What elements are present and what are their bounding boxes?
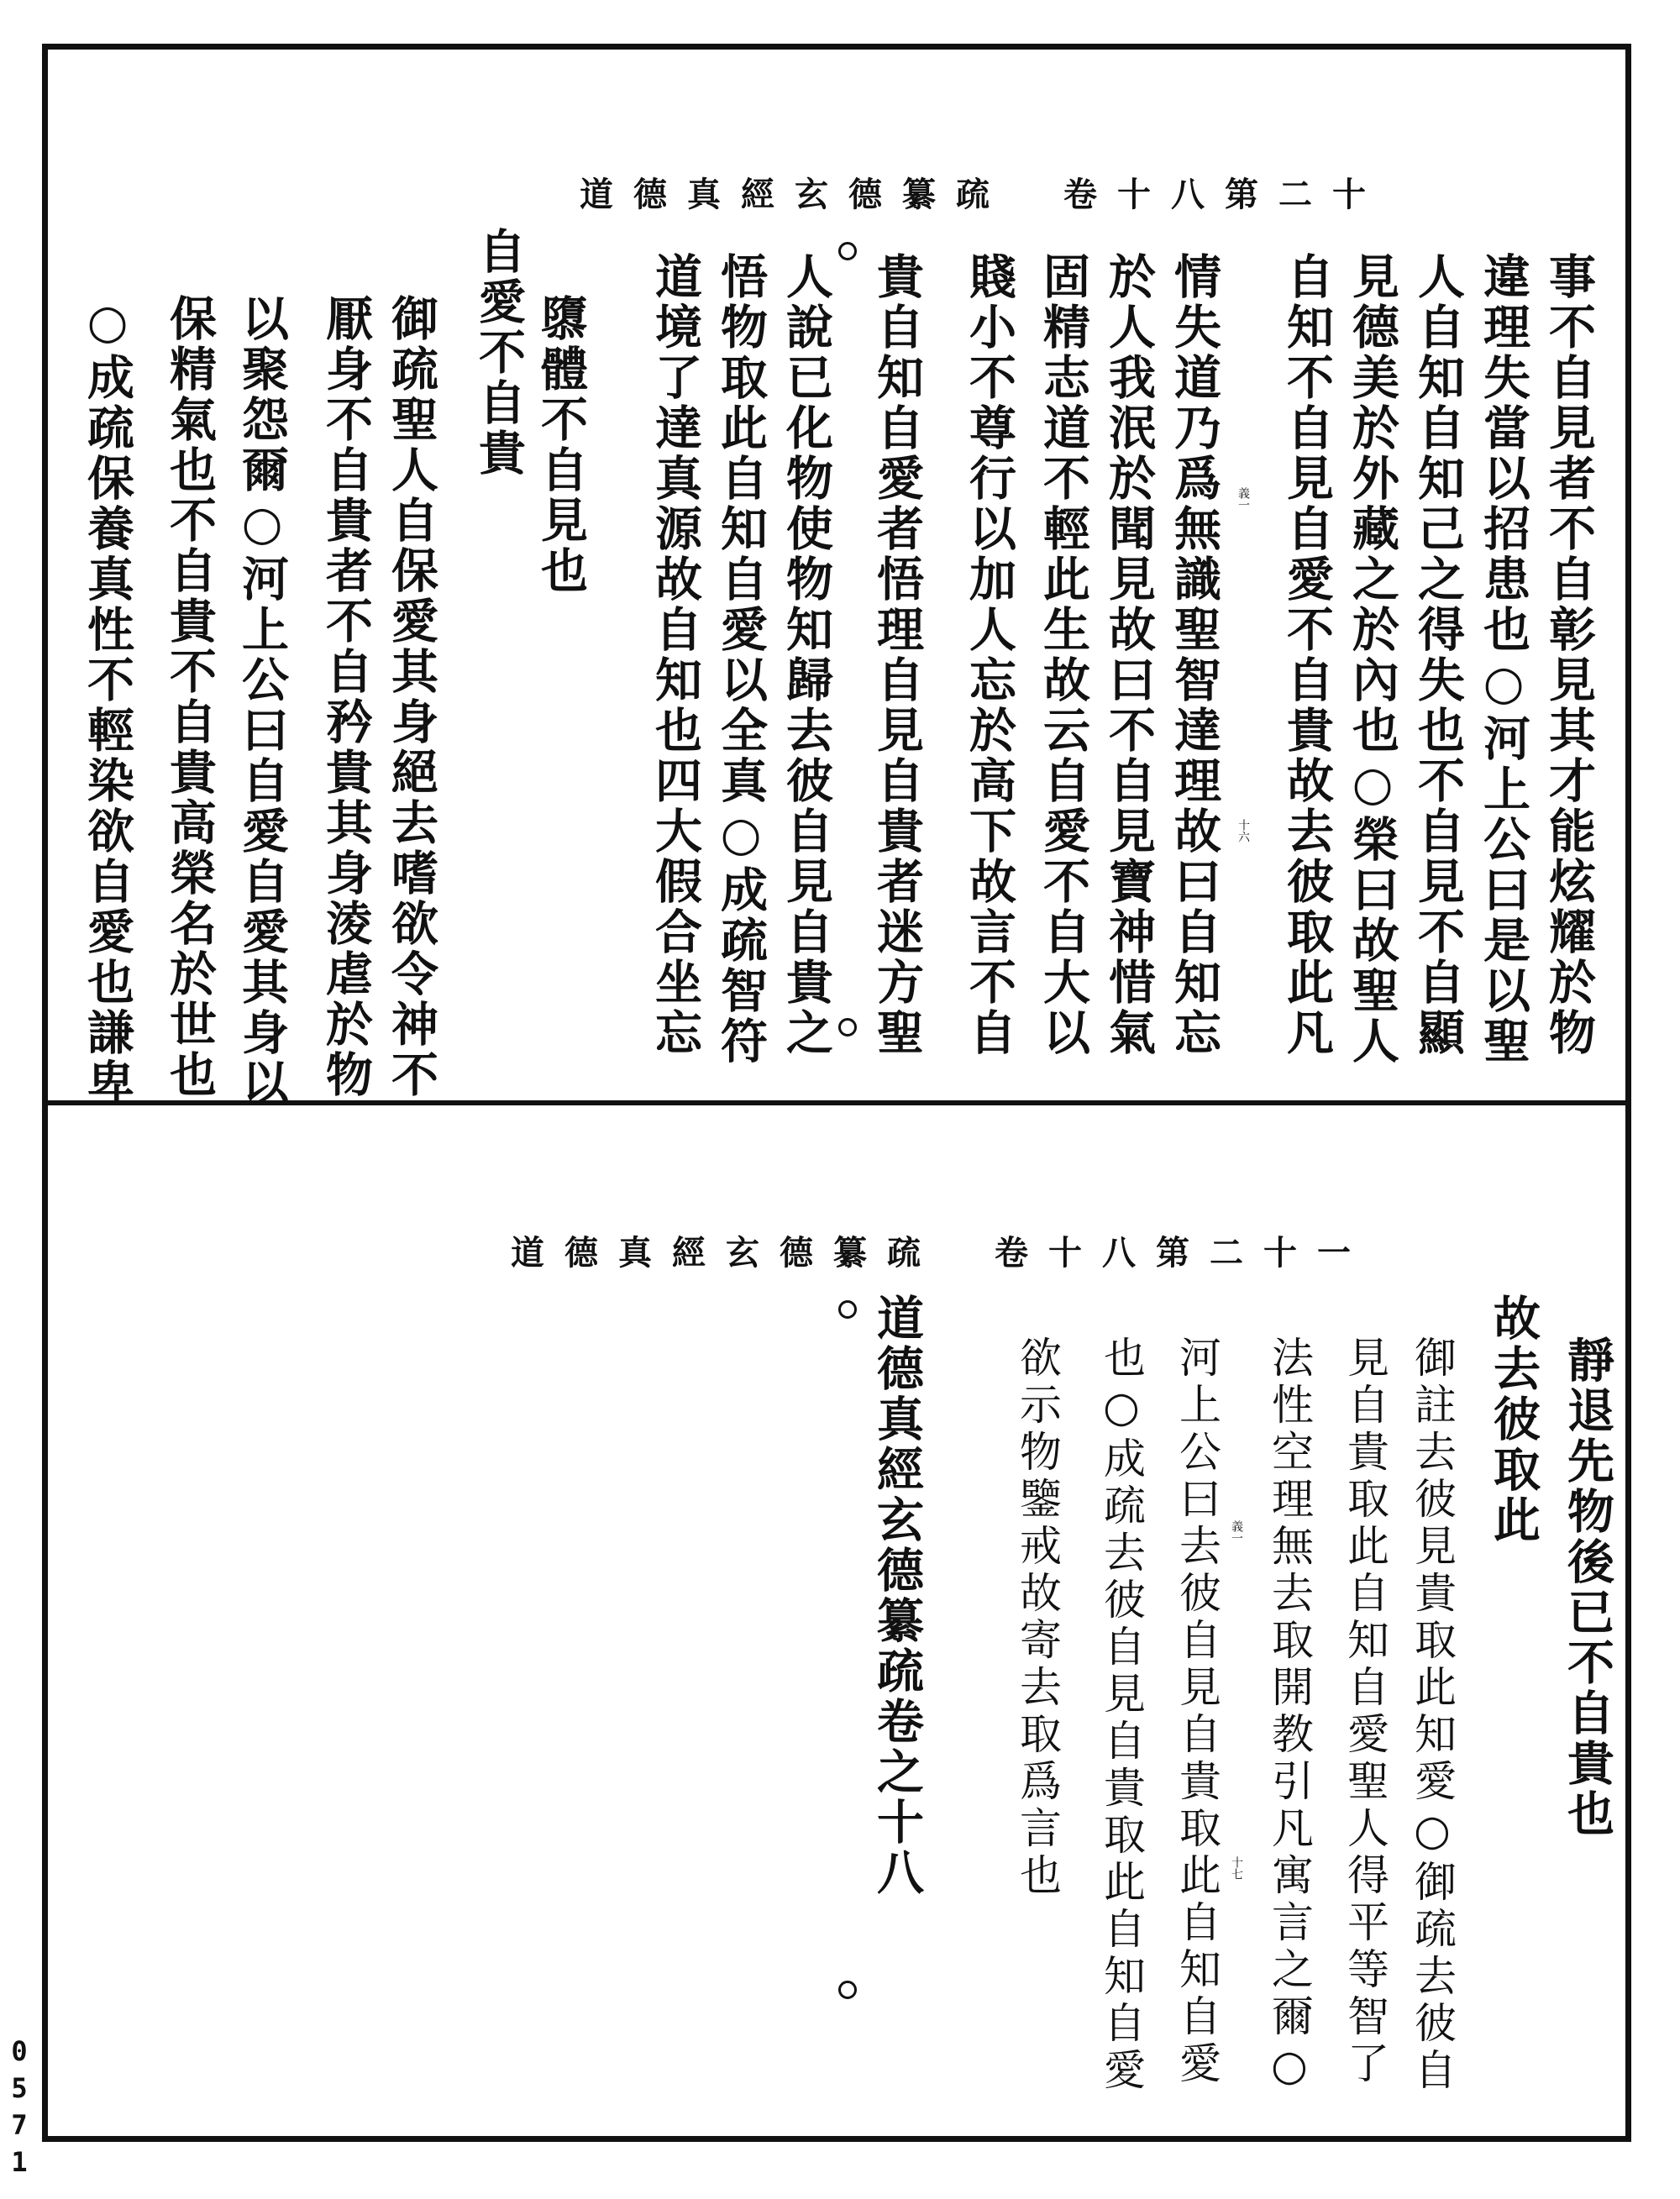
bottom-col-7: 也○成疏去彼自見自貴取此自知自愛: [1097, 1336, 1146, 2095]
top-col-2: 違理失當以招患也○河上公曰是以聖: [1476, 252, 1531, 1067]
bottom-marker-b: 十七: [1230, 1856, 1243, 1880]
top-col-9: 賤小不尊行以加人忘於高下故言不自: [962, 252, 1017, 1058]
top-col-6: 情失道乃爲無識聖智達理故曰自知忘: [1167, 252, 1222, 1058]
top-col-4: 見德美於外藏之於內也○榮曰故聖人: [1345, 252, 1400, 1067]
bottom-col-9: 道德真經玄德纂疏卷之十八: [869, 1294, 925, 1898]
top-col-15: 自愛不自貴: [471, 227, 527, 479]
top-col-19: 保精氣也不自貴不自貴高榮名於世也: [162, 294, 218, 1100]
bottom-header: 道德真經玄德纂疏 卷十八第二十一: [511, 1233, 1371, 1273]
top-col-18: 以聚怨爾○河上公曰自愛自愛其身以: [234, 294, 290, 1109]
top-col-1: 事不自見者不自彰見其才能炫耀於物: [1541, 252, 1597, 1058]
page-number-digit: 7: [11, 2109, 28, 2141]
page-number-digit: 1: [11, 2146, 28, 2178]
bottom-col-1: 靜退先物後已不自貴也: [1560, 1336, 1615, 1839]
bottom-col-4: 見自貴取此自知自愛聖人得平等智了: [1341, 1336, 1389, 2088]
page-number: [7, 2033, 32, 2181]
circle-mark: [838, 242, 857, 260]
top-col-14: 隳體不自見也: [533, 294, 589, 596]
top-col-16: 御疏聖人自保愛其身絕去嗜欲令神不: [384, 294, 439, 1100]
top-col-5: 自知不自見自愛不自貴故去彼取此凡: [1279, 252, 1335, 1058]
top-marker-a: 義一: [1236, 487, 1250, 511]
top-col-7: 於人我泯於聞見故曰不自見寶神惜氣: [1101, 252, 1157, 1058]
circle-mark: [838, 1981, 857, 1999]
bottom-marker-a: 義一: [1230, 1520, 1243, 1544]
bottom-col-8: 欲示物鑒戒故寄去取爲言也: [1013, 1336, 1062, 1900]
bottom-col-3: 御註去彼見貴取此知愛○御疏去彼自: [1408, 1336, 1457, 2095]
top-header: 道德真經玄德纂疏 卷十八第二十: [580, 175, 1386, 214]
top-col-11: 人說已化物使物知歸去彼自見自貴之: [779, 252, 834, 1058]
top-col-10: 貴自知自愛者悟理自見自貴者迷方聖: [869, 252, 925, 1058]
top-marker-b: 十六: [1236, 819, 1250, 842]
top-col-3: 人自知自知己之得失也不自見不自顯: [1410, 252, 1466, 1058]
page-number-digit: 5: [11, 2072, 28, 2104]
bottom-col-5: 法性空理無去取開教引凡寓言之爾○: [1265, 1336, 1314, 2095]
bottom-col-2: 故去彼取此: [1486, 1294, 1541, 1546]
circle-mark: [838, 1018, 857, 1037]
bottom-col-6: 河上公曰去彼自見自貴取此自知自愛: [1173, 1336, 1221, 2088]
page-number-digit: 0: [11, 2035, 28, 2067]
top-col-17: 厭身不自貴者不自矜貴其身淩虐於物: [318, 294, 374, 1100]
top-col-12: 悟物取此自知自愛以全真○成疏智符: [713, 252, 769, 1067]
top-col-8: 固精志道不輕此生故云自愛不自大以: [1036, 252, 1091, 1058]
top-col-13: 道境了達真源故自知也四大假合坐忘: [648, 252, 703, 1058]
top-col-20: ○成疏保養真性不輕染欲自愛也謙卑: [80, 294, 135, 1109]
circle-mark: [838, 1300, 857, 1319]
